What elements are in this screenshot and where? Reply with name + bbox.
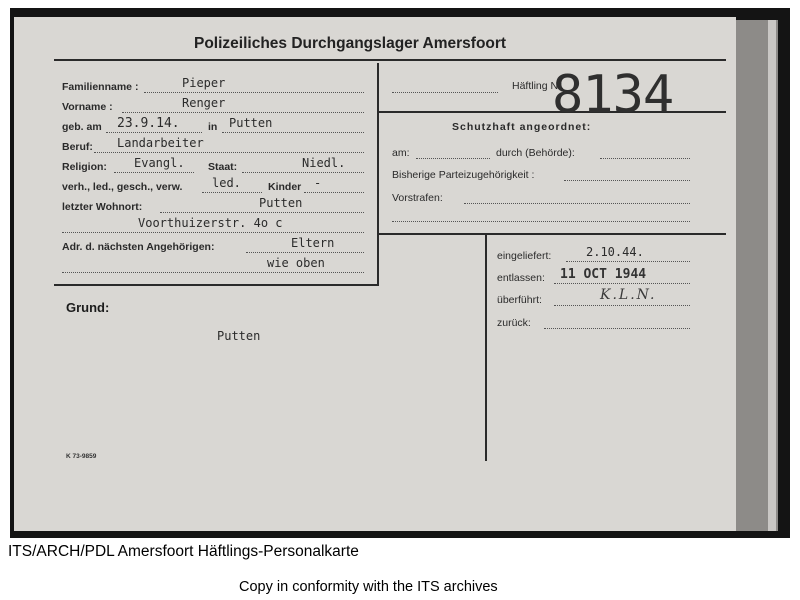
partei-label: Bisherige Parteizugehörigkeit : [392, 169, 535, 181]
familienname-label: Familienname : [62, 81, 139, 93]
angehoerige-dotline-2 [62, 272, 364, 273]
ueberfuehrt-value: K.L.N. [600, 287, 657, 303]
religion-value: Evangl. [134, 156, 185, 170]
vorname-value: Renger [182, 96, 226, 110]
beruf-value: Landarbeiter [117, 136, 204, 150]
beruf-label: Beruf: [62, 141, 93, 153]
angehoerige-label: Adr. d. nächsten Angehörigen: [62, 241, 215, 253]
durch-label: durch (Behörde): [496, 147, 575, 159]
entlassen-stamp: 11 OCT 1944 [560, 267, 647, 282]
am-label: am: [392, 147, 410, 159]
vorstrafen-dotline-2 [392, 221, 690, 222]
card-title: Polizeiliches Durchgangslager Amersfoort [194, 35, 507, 52]
am-dotline [416, 158, 490, 159]
haeftling-dotline [392, 92, 498, 93]
in-dotline [222, 132, 364, 133]
wohnort-dotline [160, 212, 364, 213]
wohnort-label: letzter Wohnort: [62, 201, 143, 213]
title-rule [54, 59, 726, 61]
geb-label: geb. am [62, 121, 102, 133]
status-label: verh., led., gesch., verw. [62, 181, 183, 193]
eingeliefert-dotline [566, 261, 690, 262]
kinder-value: - [314, 176, 322, 190]
personal-box-bottom-border [54, 284, 379, 286]
vorname-label: Vorname : [62, 101, 113, 113]
in-value: Putten [229, 116, 273, 130]
status-dotline [202, 192, 262, 193]
status-value: led. [212, 176, 241, 190]
form-code: K 73-9859 [66, 453, 97, 460]
ueberfuehrt-label: überführt: [497, 294, 542, 306]
partei-dotline [564, 180, 690, 181]
kinder-label: Kinder [268, 181, 302, 193]
vorname-dotline [122, 112, 364, 113]
kinder-dotline [304, 192, 364, 193]
haeftling-number: 8134 [552, 65, 674, 125]
entlassen-label: entlassen: [497, 272, 545, 284]
haeftling-label: Häftling Nr. [512, 80, 564, 92]
religion-dotline [114, 172, 194, 173]
ueberfuehrt-dotline [554, 305, 690, 306]
angehoerige-dotline [246, 252, 364, 253]
familienname-dotline [144, 92, 364, 93]
transfer-box-left-border [485, 233, 487, 461]
in-label: in [208, 121, 218, 133]
address-dotline [62, 232, 364, 233]
vorstrafen-label: Vorstrafen: [392, 192, 443, 204]
geb-value: 23.9.14. [117, 116, 180, 131]
eingeliefert-value: 2.10.44. [586, 245, 644, 259]
staat-value: Niedl. [302, 156, 346, 170]
archive-caption: ITS/ARCH/PDL Amersfoort Häftlings-Personalkarte [8, 543, 359, 560]
durch-dotline [600, 158, 690, 159]
staat-dotline [242, 172, 364, 173]
schutzhaft-heading: Schutzhaft angeordnet: [452, 121, 592, 133]
schutzhaft-box-bottom-border [377, 233, 726, 235]
staat-label: Staat: [208, 161, 238, 173]
card-edge-highlight [768, 20, 776, 531]
beruf-dotline [94, 152, 364, 153]
religion-label: Religion: [62, 161, 107, 173]
grund-label: Grund: [66, 300, 110, 315]
vorstrafen-dotline [464, 203, 690, 204]
angehoerige-value-2: wie oben [267, 256, 325, 270]
angehoerige-value: Eltern [291, 236, 335, 250]
wohnort-value: Putten [259, 196, 303, 210]
eingeliefert-label: eingeliefert: [497, 250, 552, 262]
zurueck-label: zurück: [497, 317, 531, 329]
familienname-value: Pieper [182, 76, 226, 90]
zurueck-dotline [544, 328, 690, 329]
geb-dotline [106, 132, 202, 133]
prisoner-card [14, 17, 736, 531]
personal-box-right-border [377, 63, 379, 286]
entlassen-dotline [554, 283, 690, 284]
grund-value: Putten [217, 329, 261, 343]
address-value: Voorthuizerstr. 4o c [138, 216, 283, 230]
conformity-caption: Copy in conformity with the ITS archives [239, 579, 498, 595]
